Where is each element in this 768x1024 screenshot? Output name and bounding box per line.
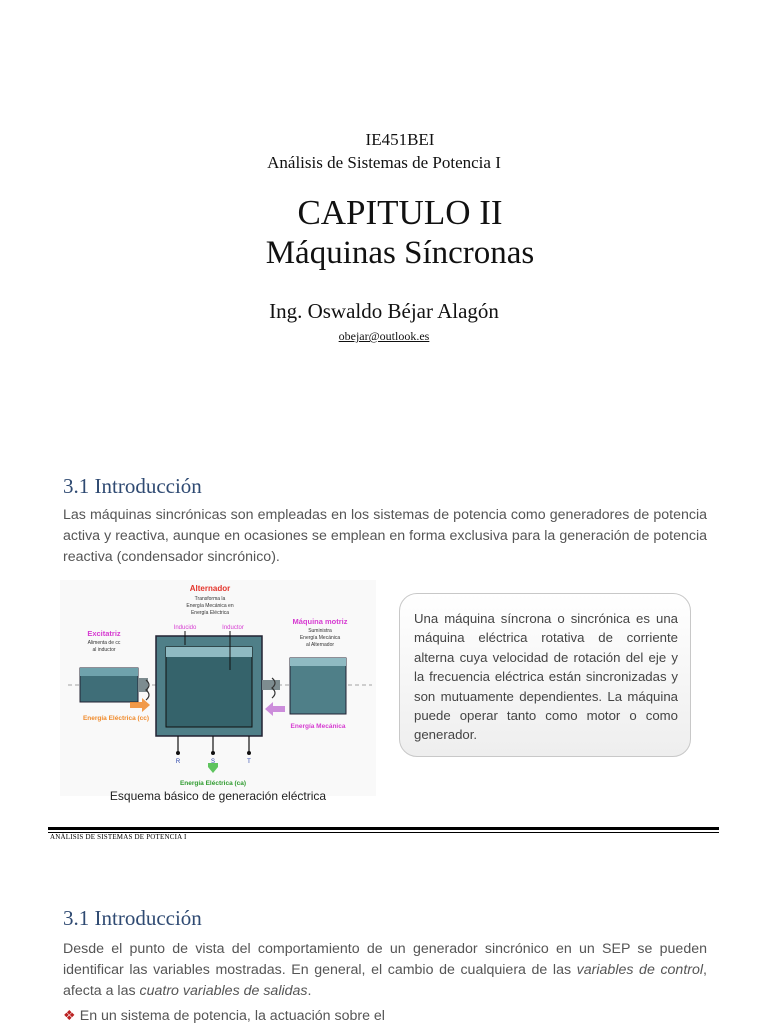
label-alternador-desc-1: Transforma la	[194, 596, 226, 602]
author-name: Ing. Oswaldo Béjar Alagón	[269, 299, 499, 323]
label-maquina-motriz: Máquina motriz	[292, 617, 348, 626]
label-maquina-motriz-desc-1: Suministra	[308, 628, 332, 634]
label-excitatriz: Excitatriz	[87, 629, 121, 638]
emphasis-output-variables: cuatro variables de salidas	[139, 983, 308, 999]
footer-title: ANÁLISIS DE SISTEMAS DE POTENCIA I	[50, 833, 187, 841]
label-inducido: Inducido	[173, 625, 197, 631]
label-energia-mecanica: Energía Mecánica	[290, 723, 346, 730]
author-email-link[interactable]: obejar@outlook.es	[338, 329, 430, 343]
course-name: Análisis de Sistemas de Potencia I	[267, 153, 501, 172]
definition-callout	[399, 593, 691, 757]
course-code: IE451BEI	[365, 130, 435, 149]
chapter-title: Máquinas Síncronas	[265, 235, 535, 271]
chapter-number: CAPITULO II	[297, 193, 503, 232]
label-inductor: Inductor	[222, 625, 244, 631]
label-alternador-desc-2: Energía Mecánica en	[186, 603, 234, 609]
label-alternador: Alternador	[189, 584, 231, 593]
footer-rule	[48, 827, 719, 830]
arrow-mechanical	[265, 702, 285, 716]
intro-paragraph: Las máquinas sincrónicas son empleadas en los sistemas de potencia como generadores de potencia activa y reactiva, aunque en ocasiones se emplean en forma exclusiva para la generación de potencia reactiva (condensador sincrónico).	[63, 507, 707, 565]
label-phase-r: R	[175, 759, 181, 765]
label-alternador-desc-3: Energía Eléctrica	[190, 610, 230, 616]
bullet-item	[63, 1008, 703, 1024]
generation-diagram	[60, 580, 376, 796]
paragraph-text-3: .	[307, 983, 312, 999]
label-phase-t: T	[247, 759, 251, 765]
label-phase-s: S	[210, 759, 216, 765]
paragraph-text-1: Desde el punto de vista del comportamiento de un generador sincrónico en un SEP se pueden identificar las variables mostradas. En general, el cambio de cualquiera de las	[63, 941, 707, 978]
diamond-bullet-icon: ❖	[63, 1008, 76, 1024]
label-energia-electrica-ca: Energía Eléctrica (ca)	[179, 780, 247, 787]
label-energia-electrica-cc: Energía Eléctrica (cc)	[82, 715, 150, 722]
label-maquina-motriz-desc-3: al Alternador	[305, 642, 335, 648]
label-maquina-motriz-desc-2: Energía Mecánica	[299, 635, 341, 641]
label-excitatriz-desc-2: al inductor	[92, 647, 116, 653]
emphasis-control-variables: variables de control	[576, 962, 704, 978]
bullet-text: En un sistema de potencia, la actuación sobre el	[79, 1008, 385, 1024]
maquina-motriz-body	[290, 658, 346, 714]
section-heading-2: 3.1 Introducción	[63, 906, 202, 930]
figure-caption: Esquema básico de generación eléctrica	[109, 789, 327, 803]
paragraph-text-2: , afecta a las	[63, 962, 707, 999]
section-heading: 3.1 Introducción	[63, 474, 202, 498]
label-excitatriz-desc-1: Alimenta de cc	[87, 640, 121, 646]
callout-text: Una máquina síncrona o sincrónica es una máquina eléctrica rotativa de corriente alterna cuya velocidad de rotación del eje y la frecuencia eléctrica están sincronizadas y son mutuamente dependientes. La máquina puede operar tanto como motor o como generador.	[414, 611, 678, 743]
variables-paragraph	[63, 939, 707, 1002]
